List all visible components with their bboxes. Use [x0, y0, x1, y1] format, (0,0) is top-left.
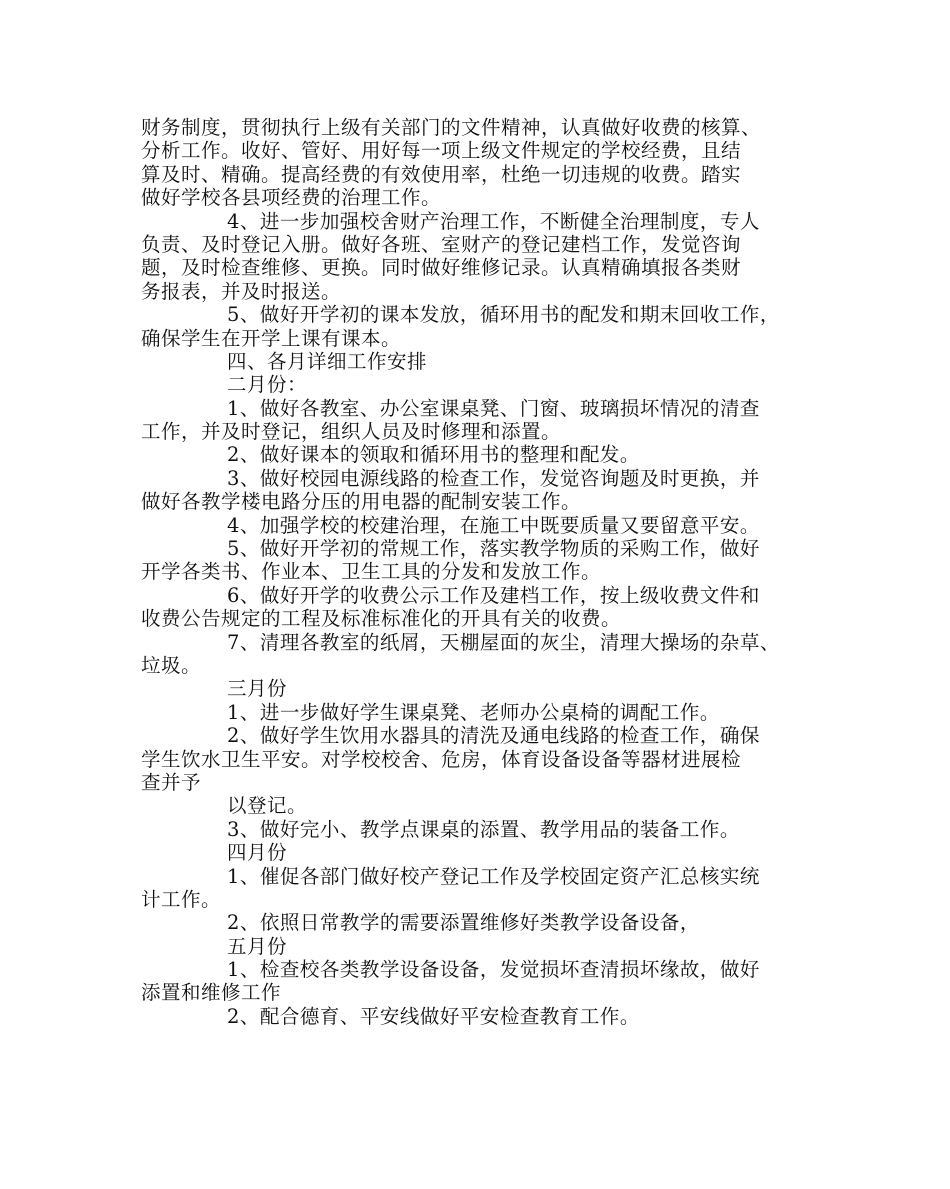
- text-line: 4、进一步加强校舍财产治理工作，不断健全治理制度，专人: [227, 209, 760, 233]
- text-line: 分析工作。收好、管好、用好每一项上级文件规定的学校经费，且结: [141, 139, 742, 163]
- text-line: 工作，并及时登记，组织人员及时修理和添置。: [141, 420, 562, 444]
- text-line: 4、加强学校的校建治理，在施工中既要质量又要留意平安。: [227, 513, 760, 537]
- text-line: 二月份：: [227, 373, 308, 397]
- text-line: 1、检查校各类教学设备设备，发觉损坏查清损坏缘故，做好: [227, 958, 760, 982]
- text-line: 查并予: [141, 770, 202, 794]
- text-line: 题，及时检查维修、更换。同时做好维修记录。认真精确填报各类财: [141, 256, 742, 280]
- text-line: 2、做好学生饮用水器具的清洗及通电线路的检查工作，确保: [227, 724, 760, 748]
- document-body: [141, 116, 821, 1028]
- text-line: 7、清理各教室的纸屑，天棚屋面的灰尘，清理大操场的杂草、: [227, 630, 780, 654]
- text-line: 财务制度，贯彻执行上级有关部门的文件精神，认真做好收费的核算、: [141, 116, 762, 139]
- text-line: 垃圾。: [141, 653, 202, 677]
- text-line: 算及时、精确。提高经费的有效使用率，杜绝一切违规的收费。踏实: [141, 162, 742, 186]
- text-line: 1、进一步做好学生课桌凳、老师办公桌椅的调配工作。: [227, 700, 720, 724]
- text-line: 务报表，并及时报送。: [141, 279, 342, 303]
- text-line: 确保学生在开学上课有课本。: [141, 326, 402, 350]
- text-line: 5、做好开学初的课本发放，循环用书的配发和期末回收工作，: [227, 303, 780, 327]
- text-line: 开学各类书、作业本、卫生工具的分发和发放工作。: [141, 560, 602, 584]
- text-line: 五月份: [227, 934, 288, 958]
- text-line: 学生饮水卫生平安。对学校校舍、危房，体育设备设备等器材进展检: [141, 747, 742, 771]
- text-line: 2、做好课本的领取和循环用书的整理和配发。: [227, 443, 640, 467]
- text-line: 3、做好完小、教学点课桌的添置、教学用品的装备工作。: [227, 817, 740, 841]
- text-line: 收费公告规定的工程及标准标准化的开具有关的收费。: [141, 607, 622, 631]
- text-line: 1、做好各教室、办公室课桌凳、门窗、玻璃损坏情况的清查: [227, 396, 760, 420]
- text-line: 5、做好开学初的常规工作，落实教学物质的采购工作，做好: [227, 537, 760, 561]
- text-line: 四月份: [227, 841, 288, 865]
- text-line: 负责、及时登记入册。做好各班、室财产的登记建档工作，发觉咨询: [141, 232, 742, 256]
- text-line: 2、配合德育、平安线做好平安检查教育工作。: [227, 1004, 640, 1028]
- text-line: 计工作。: [141, 887, 222, 911]
- text-line: 6、做好开学的收费公示工作及建档工作，按上级收费文件和: [227, 583, 760, 607]
- text-line: 以登记。: [227, 794, 308, 818]
- text-line: 2、依照日常教学的需要添置维修好类教学设备设备，: [227, 911, 700, 935]
- text-line: 四、各月详细工作安排: [227, 349, 428, 373]
- text-line: 添置和维修工作: [141, 981, 282, 1005]
- text-line: 3、做好校园电源线路的检查工作，发觉咨询题及时更换，并: [227, 466, 760, 490]
- text-line: 做好各教学楼电路分压的用电器的配制安装工作。: [141, 490, 582, 514]
- text-line: 1、催促各部门做好校产登记工作及学校固定资产汇总核实统: [227, 864, 760, 888]
- text-line: 做好学校各县项经费的治理工作。: [141, 186, 442, 210]
- text-line: 三月份: [227, 677, 288, 701]
